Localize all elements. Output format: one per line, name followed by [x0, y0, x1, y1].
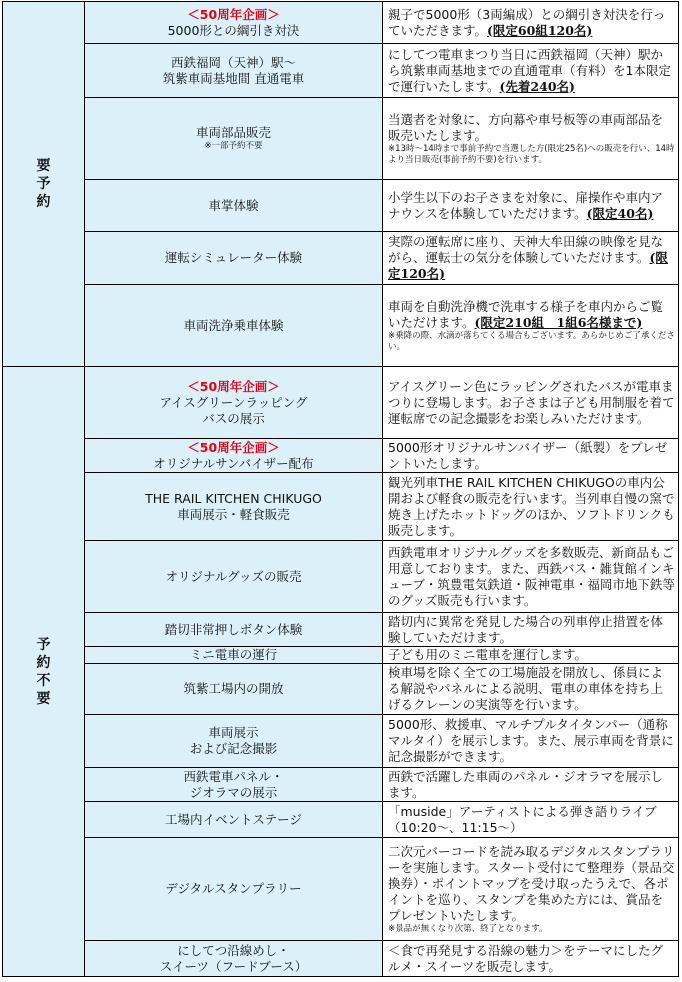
description-body: 5000形、救援車、マルチプルタイタンパー（通称マルタイ）を展示します。また、展示車両を背景に記念撮影ができます。 [388, 717, 674, 764]
event-name-cell [85, 439, 383, 473]
description-cell [383, 285, 679, 367]
description-cell [383, 232, 679, 285]
description-text [388, 234, 675, 282]
table-row [3, 802, 679, 838]
description-note: ※乗降の際、水滴が落ちてくる場合もございます。あらかじめご了承ください。 [388, 330, 675, 352]
description-body: 親子で5000形（3両編成）との綱引き対決を行っていただきます。 [388, 6, 666, 38]
description-note: ※景品が無くなり次第、終了となります。 [388, 923, 548, 934]
capacity-limit: (限定210組 1組6名様まで) [474, 314, 643, 330]
event-subnote: ※一部予約不要 [204, 141, 263, 151]
description-text [388, 844, 675, 924]
event-name: 工場内イベントステージ [165, 811, 302, 827]
description-text [388, 665, 675, 713]
event-name-cell [85, 2, 383, 44]
description-body: 二次元バーコードを読み取るデジタルスタンプラリーを実施します。スタート受付にて整理券（景品交換券）・ポイントマップを受け取ったうえで、各ポイントを巡り、スタンプを集めた方には、賞品をプレゼントいたします。 [388, 843, 675, 923]
event-name-cell [85, 768, 383, 802]
description-text [388, 299, 675, 331]
description-body: 検車場を除く全ての工場施設を開放し、係員による解説やパネルによる説明、電車の車体を持ち上げるクレーンの実演等を行います。 [388, 665, 664, 712]
description-cell [383, 838, 679, 941]
description-cell [383, 439, 679, 473]
event-name: ミニ電車の運行 [189, 647, 278, 662]
event-name: 車両展示 [208, 725, 259, 740]
capacity-limit: (限定60組120名) [487, 22, 593, 38]
description-body: 西鉄電車オリジナルグッズを多数販売、新商品もご用意しております。また、西鉄バス・雑貨館インキューブ・筑豊電気鉄道・阪神電車・福岡市地下鉄等のグッズ販売も行います。 [388, 544, 675, 608]
event-name: 踏切非常押しボタン体験 [164, 621, 303, 637]
anniversary-badge: ＜50周年企画＞ [187, 439, 280, 455]
event-name: 車掌体験 [208, 197, 259, 213]
description-text [388, 647, 675, 663]
event-name: THE RAIL KITCHEN CHIKUGO [145, 490, 322, 506]
event-name-cell [85, 664, 383, 715]
event-name: 運転シミュレーター体験 [164, 250, 303, 265]
description-cell [383, 473, 679, 541]
table-row [3, 180, 679, 232]
anniversary-badge: ＜50周年企画＞ [187, 378, 280, 394]
description-body: 5000形オリジナルサンバイザー（紙製）をプレゼントいたします。 [388, 439, 668, 471]
event-name-cell [85, 541, 383, 613]
event-name-cell [85, 715, 383, 768]
description-cell [383, 98, 679, 180]
table-row [3, 232, 679, 285]
event-name-cell [85, 44, 383, 98]
group-label-char: 要 [36, 690, 51, 707]
table-row [3, 44, 679, 98]
event-name: オリジナルサンバイザー配布 [153, 455, 314, 471]
description-body: アイスグリーン色にラッピングされたバスが電車まつりに登場します。お子さまは子ども用制服を着て運転席での記念撮影をお楽しみいただけます。 [388, 378, 675, 426]
event-name: 車両洗浄乗車体験 [183, 317, 284, 333]
event-name-cell [85, 941, 383, 977]
event-name-cell [85, 802, 383, 838]
description-text [388, 717, 675, 765]
group-label-char: 予 [36, 176, 51, 192]
table-row [3, 367, 679, 439]
description-text [388, 440, 675, 472]
table-row [3, 541, 679, 613]
table-row [3, 439, 679, 473]
description-text [388, 943, 675, 975]
description-text [388, 190, 675, 222]
description-text [388, 112, 675, 144]
description-cell [383, 180, 679, 232]
table-row [3, 715, 679, 768]
description-text [388, 379, 675, 427]
description-body: 車両を自動洗浄機で洗車する様子を車内からご覧いただけます。 [388, 298, 664, 330]
table-row [3, 98, 679, 180]
description-text [388, 769, 675, 801]
description-body: 小学生以下のお子さまを対象に、扉操作や車内アナウンスを体験していただけます。 [388, 189, 664, 221]
event-name: オリジナルグッズの販売 [165, 568, 302, 584]
table-row [3, 2, 679, 44]
event-name: 筑紫工場内の開放 [183, 681, 284, 696]
description-body: 「muside」アーティストによる弾き語りライブ（10:20～、11:15～） [388, 803, 657, 835]
event-table [2, 1, 679, 977]
table-row [3, 613, 679, 647]
description-body: 子ども用のミニ電車を運行します。 [388, 647, 588, 662]
description-text [388, 47, 675, 95]
description-body: 西鉄で活躍した車両のパネル・ジオラマを展示します。 [388, 768, 664, 800]
table-row [3, 647, 679, 664]
event-name: 5000形との綱引き対決 [167, 22, 300, 38]
description-text [388, 614, 675, 646]
event-name: 筑紫車両基地間 直通電車 [162, 70, 305, 86]
event-name: および記念撮影 [189, 741, 278, 756]
description-body: にしてつ電車まつり当日に西鉄福岡（天神）駅から筑紫車両基地までの直通電車（有料）を1本限定で運行いたします。 [388, 46, 671, 94]
description-body: 実際の運転席に座り、天神大牟田線の映像を見ながら、運転士の気分を体験していただけます。 [388, 234, 664, 265]
description-cell [383, 941, 679, 977]
description-text [388, 475, 675, 539]
event-name: 車両展示・軽食販売 [177, 506, 290, 522]
capacity-limit: (限定40名) [586, 205, 654, 221]
anniversary-badge: ＜50周年企画＞ [187, 6, 280, 22]
description-body: 踏切内に異常を発見した場合の列車停止措置を体験していただけます。 [388, 613, 664, 645]
description-note: ※13時～14時まで事前予約で当選した方(限定25名)への販売を行い、14時より当日販売(事前予約不要)を行います。 [388, 143, 675, 165]
table-row [3, 941, 679, 977]
event-name: デジタルスタンプラリー [165, 881, 302, 896]
description-cell [383, 613, 679, 647]
group-label [3, 636, 84, 708]
description-cell [383, 44, 679, 98]
event-name-cell [85, 367, 383, 439]
group-no-reserve [3, 367, 85, 977]
event-name-cell [85, 285, 383, 367]
capacity-limit: (限定120名) [388, 250, 668, 281]
group-label [3, 157, 84, 211]
group-label-char: 約 [36, 194, 51, 210]
table-row [3, 285, 679, 367]
event-name: ジオラマの展示 [189, 784, 278, 800]
description-cell [383, 715, 679, 768]
group-label-char: 要 [36, 158, 51, 174]
table-row [3, 473, 679, 541]
event-name-cell [85, 98, 383, 180]
event-name-cell [85, 232, 383, 285]
description-cell [383, 664, 679, 715]
description-cell [383, 768, 679, 802]
description-cell [383, 541, 679, 613]
group-reserve-required [3, 2, 85, 367]
description-body: ＜食で再発見する沿線の魅力＞をテーマにしたグルメ・スイーツを販売します。 [388, 942, 664, 974]
event-name: 車両部品販売 [195, 125, 271, 140]
event-name-cell [85, 473, 383, 541]
description-cell [383, 2, 679, 44]
description-body: 当選者を対象に、方向幕や車号板等の車両部品を販売いたします。 [388, 111, 664, 143]
group-label-char: 不 [36, 672, 51, 689]
description-text [388, 804, 675, 836]
group-label-char: 予 [36, 636, 51, 653]
event-name-cell [85, 647, 383, 664]
event-name: 西鉄電車パネル・ [183, 768, 284, 784]
event-name-cell [85, 180, 383, 232]
event-name: アイスグリーンラッピング [159, 394, 308, 410]
event-name: 西鉄福岡（天神）駅～ [170, 54, 296, 70]
event-name: スイーツ（フードブース） [159, 958, 308, 974]
event-name: にしてつ沿線めし・ [177, 942, 290, 958]
table-row [3, 768, 679, 802]
event-name: バスの展示 [202, 410, 265, 426]
description-body: 観光列車THE RAIL KITCHEN CHIKUGOの車内公開および軽食の販売を行います。当列車自慢の窯で焼き上げたホットドッグのほか、ソフトドリンクも販売します。 [388, 474, 675, 538]
description-cell [383, 802, 679, 838]
description-text [388, 545, 675, 609]
group-label-char: 約 [36, 654, 51, 671]
table-row [3, 664, 679, 715]
description-cell [383, 647, 679, 664]
description-cell [383, 367, 679, 439]
event-name-cell [85, 838, 383, 941]
capacity-limit: (先着240名) [499, 78, 575, 94]
table-row [3, 838, 679, 941]
description-text [388, 7, 675, 39]
event-name-cell [85, 613, 383, 647]
